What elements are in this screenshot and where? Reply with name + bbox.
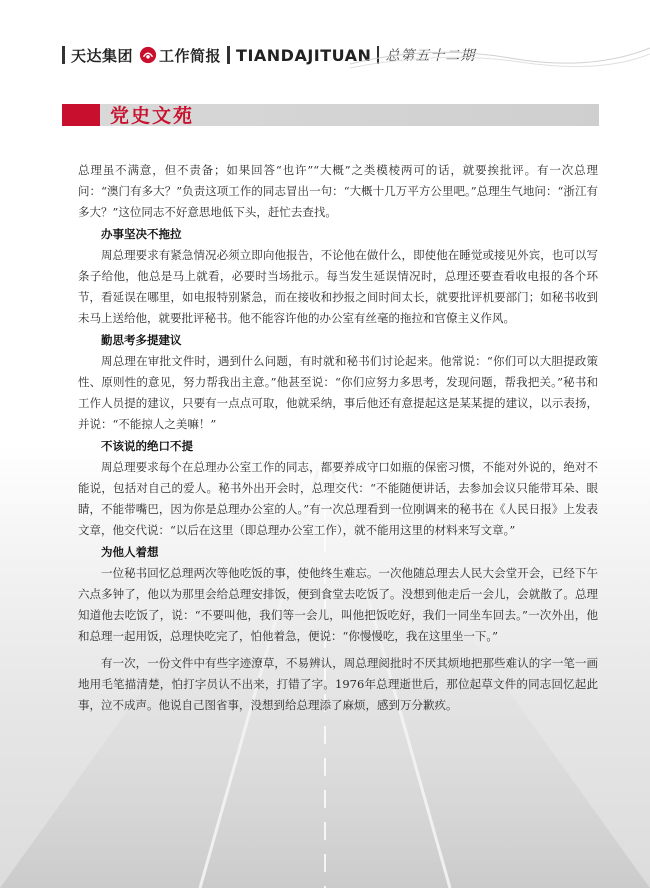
paragraph: 一位秘书回忆总理两次等他吃饭的事，使他终生难忘。一次他随总理去人民大会堂开会，已经下午六点多钟了，他以为那里会给总理安排饭，便到食堂去吃饭了。没想到他走后一会儿，会就散了。总理知道他去吃饭了，说：“不要叫他，我们等一会儿，叫他把饭吃好，我们一同坐车回去。”一次外出，他和总理一起用饭，总理快吃完了，怕他着急，便说：“你慢慢吃，我在这里坐一下。” [78,566,598,643]
subheading: 办事坚决不拖拉 [101,227,182,241]
subheading: 为他人着想 [101,545,159,559]
company-name: 天达集团 [71,46,134,65]
subheading: 不该说的绝口不提 [101,439,193,453]
paragraph: 总理虽不满意，但不责备；如果回答“也许”“大概”之类模棱两可的话，就要挨批评。有一次总理问：“澳门有多大？”负责这项工作的同志冒出一句：“大概十几万平方公里吧。”总理生气地问：“浙江有多大？”这位同志不好意思地低下头，赶忙去查找。 [78,163,598,219]
issue-number: 总第五十二期 [385,48,476,64]
page-header [0,40,650,70]
section-title: 党史文苑 [110,105,195,127]
company-pinyin: TIANDAJITUAN [236,45,372,65]
header-divider [227,46,230,64]
paragraph: 周总理要求有紧急情况必须立即向他报告，不论他在做什么，即使他在睡觉或接见外宾，也可以写条子给他，他总是马上就看，必要时当场批示。每当发生延误情况时，总理还要查看收电报的各个环节，看延误在哪里，如电报特别紧急，而在接收和抄报之间时间太长，就要批评机要部门；如秘书收到未马上送给他，就要批评秘书。他不能容许他的办公室有丝毫的拖拉和官僚主义作风。 [78,248,598,325]
paragraph: 周总理在审批文件时，遇到什么问题，有时就和秘书们讨论起来。他常说：“你们可以大胆提政策性、原则性的意见，努力帮我出主意。”他甚至说：“你们应努力多思考，发现问题，帮我把关。”秘书和工作人员提的建议，只要有一点点可取，他就采纳，事后他还有意提起这是某某提的建议，以示表扬，并说：“不能掠人之美嘛！” [78,354,598,431]
header-wave-decoration [350,40,650,70]
article-body [78,160,598,716]
company-logo-icon [139,46,157,64]
publication-name: 工作简报 [159,46,222,65]
section-accent-block [62,104,100,126]
section-header [62,104,599,126]
header-divider [62,46,65,64]
paragraph: 有一次，一份文件中有些字迹潦草，不易辨认，周总理阅批时不厌其烦地把那些难认的字一笔一画地用毛笔描清楚，怕打字员认不出来，打错了字。1976年总理逝世后，那位起草文件的同志回忆起此事，泣不成声。他说自己图省事，没想到给总理添了麻烦，感到万分歉疚。 [78,656,598,712]
paragraph: 周总理要求每个在总理办公室工作的同志，都要养成守口如瓶的保密习惯，不能对外说的，绝对不能说，包括对自己的爱人。秘书外出开会时，总理交代：“不能随便讲话，去参加会议只能带耳朵、眼睛，不能带嘴巴，因为你是总理办公室的人。”有一次总理看到一位刚调来的秘书在《人民日报》上发表文章，他交代说：“以后在这里（即总理办公室工作），就不能用这里的材料来写文章。” [78,460,598,537]
subheading: 勤思考多提建议 [101,333,182,347]
